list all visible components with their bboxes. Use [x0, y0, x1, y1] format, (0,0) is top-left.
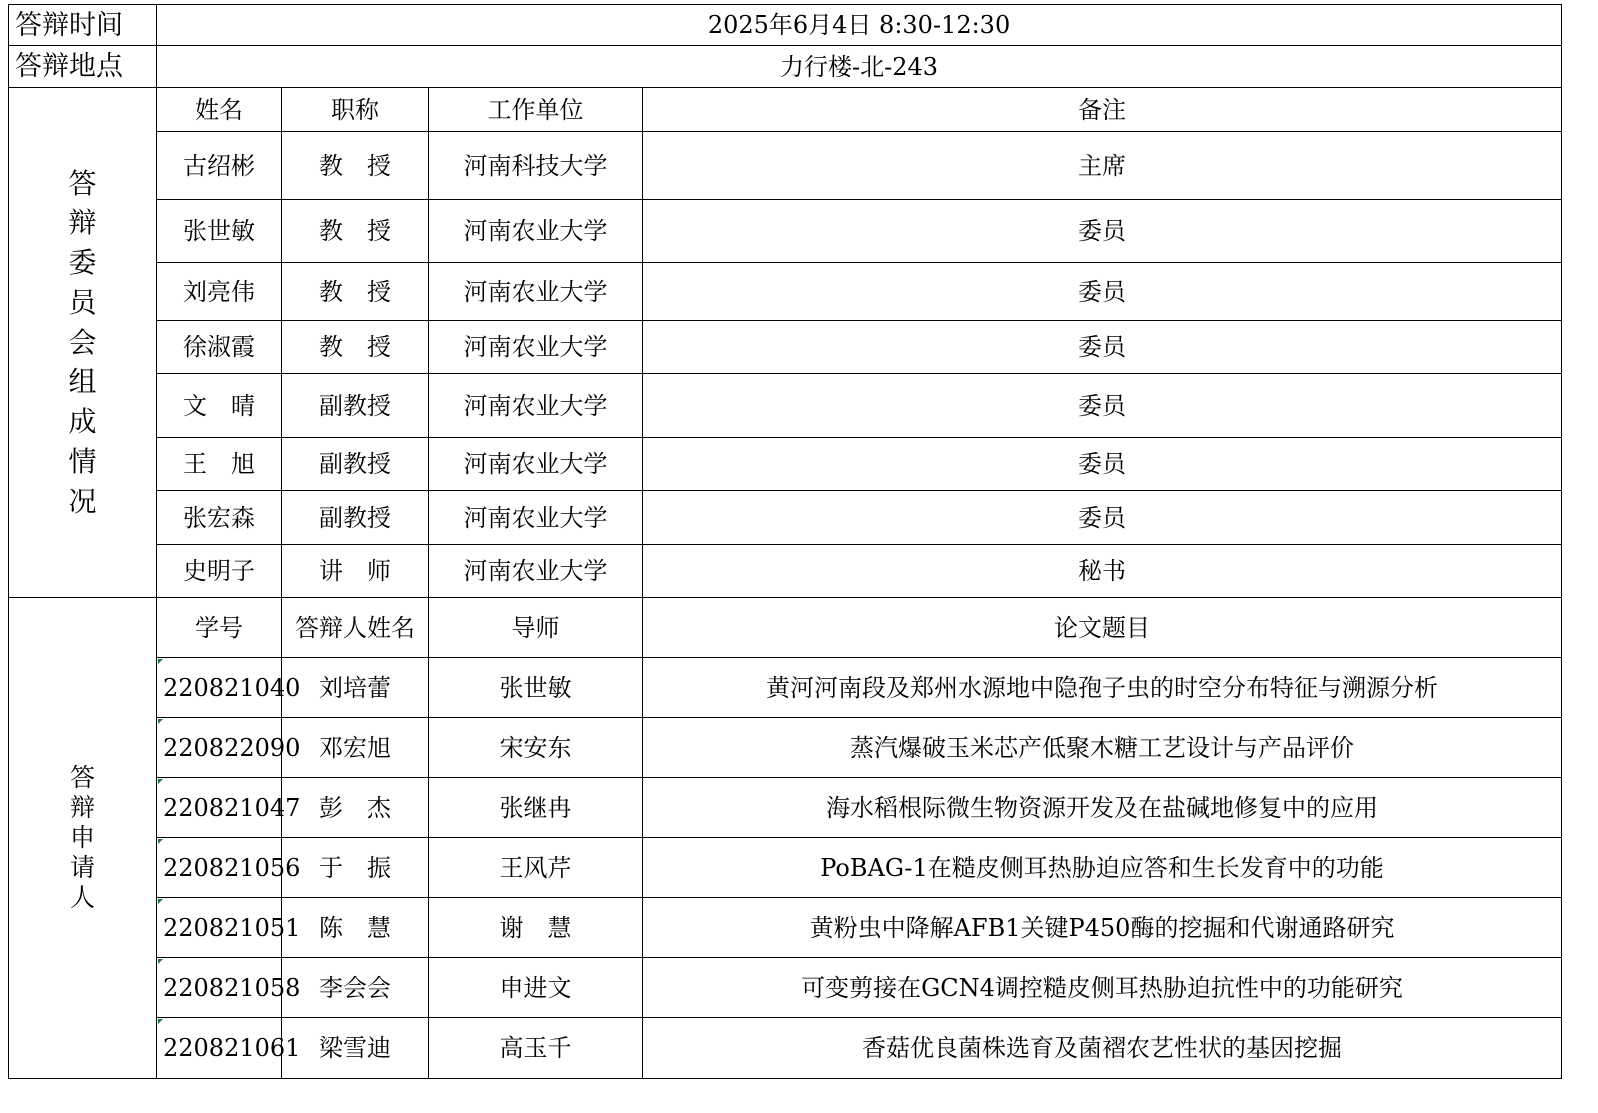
member-title: 教 授 — [282, 321, 429, 374]
applicant-advisor: 申进文 — [429, 958, 643, 1018]
applicant-id: 220821040 — [157, 658, 282, 718]
committee-row — [9, 545, 1562, 598]
member-title: 教 授 — [282, 263, 429, 321]
committee-row — [9, 374, 1562, 438]
applicant-row — [9, 718, 1562, 778]
member-note: 委员 — [643, 200, 1562, 263]
applicant-thesis: 香菇优良菌株选育及菌褶农艺性状的基因挖掘 — [643, 1018, 1562, 1079]
applicant-advisor: 宋安东 — [429, 718, 643, 778]
time-row — [9, 5, 1562, 46]
member-note: 委员 — [643, 438, 1562, 491]
member-unit: 河南农业大学 — [429, 321, 643, 374]
applicant-advisor: 谢 慧 — [429, 898, 643, 958]
applicant-row — [9, 658, 1562, 718]
applicant-thesis: 可变剪接在GCN4调控糙皮侧耳热胁迫抗性中的功能研究 — [643, 958, 1562, 1018]
applicant-name: 梁雪迪 — [282, 1018, 429, 1079]
applicants-col-name: 答辩人姓名 — [282, 598, 429, 658]
committee-section-label: 答辩委员会组成情况 — [9, 88, 157, 598]
applicant-name: 李会会 — [282, 958, 429, 1018]
applicant-advisor: 张继冉 — [429, 778, 643, 838]
applicant-row — [9, 1018, 1562, 1079]
applicant-thesis: 黄粉虫中降解AFB1关键P450酶的挖掘和代谢通路研究 — [643, 898, 1562, 958]
applicant-id: 220821051 — [157, 898, 282, 958]
applicant-id: 220821056 — [157, 838, 282, 898]
applicant-name: 于 振 — [282, 838, 429, 898]
committee-row — [9, 200, 1562, 263]
applicant-thesis: PoBAG-1在糙皮侧耳热胁迫应答和生长发育中的功能 — [643, 838, 1562, 898]
member-title: 教 授 — [282, 200, 429, 263]
applicant-row — [9, 778, 1562, 838]
committee-col-name: 姓名 — [157, 88, 282, 132]
member-note: 委员 — [643, 263, 1562, 321]
member-name: 刘亮伟 — [157, 263, 282, 321]
member-title: 讲 师 — [282, 545, 429, 598]
time-value: 2025年6月4日 8:30-12:30 — [157, 5, 1562, 46]
time-label: 答辩时间 — [9, 5, 157, 46]
place-label: 答辩地点 — [9, 46, 157, 88]
member-note: 委员 — [643, 374, 1562, 438]
applicants-col-advisor: 导师 — [429, 598, 643, 658]
applicant-advisor: 王风芹 — [429, 838, 643, 898]
committee-header-row — [9, 88, 1562, 132]
member-title: 教 授 — [282, 132, 429, 200]
member-unit: 河南农业大学 — [429, 438, 643, 491]
member-name: 史明子 — [157, 545, 282, 598]
member-name: 徐淑霞 — [157, 321, 282, 374]
member-note: 委员 — [643, 491, 1562, 545]
committee-row — [9, 321, 1562, 374]
member-name: 王 旭 — [157, 438, 282, 491]
applicant-id: 220821058 — [157, 958, 282, 1018]
applicant-name: 彭 杰 — [282, 778, 429, 838]
member-unit: 河南农业大学 — [429, 263, 643, 321]
applicant-id: 220821061 — [157, 1018, 282, 1079]
member-name: 张宏森 — [157, 491, 282, 545]
committee-col-note: 备注 — [643, 88, 1562, 132]
applicants-header-row — [9, 598, 1562, 658]
applicant-thesis: 蒸汽爆破玉米芯产低聚木糖工艺设计与产品评价 — [643, 718, 1562, 778]
applicants-col-thesis: 论文题目 — [643, 598, 1562, 658]
applicant-name: 刘培蕾 — [282, 658, 429, 718]
member-unit: 河南农业大学 — [429, 491, 643, 545]
member-title: 副教授 — [282, 491, 429, 545]
applicant-advisor: 高玉千 — [429, 1018, 643, 1079]
committee-row — [9, 263, 1562, 321]
defense-schedule-table — [8, 4, 1562, 1079]
committee-col-title: 职称 — [282, 88, 429, 132]
member-note: 主席 — [643, 132, 1562, 200]
member-name: 文 晴 — [157, 374, 282, 438]
applicant-thesis: 黄河河南段及郑州水源地中隐孢子虫的时空分布特征与溯源分析 — [643, 658, 1562, 718]
committee-col-unit: 工作单位 — [429, 88, 643, 132]
member-name: 古绍彬 — [157, 132, 282, 200]
member-unit: 河南农业大学 — [429, 374, 643, 438]
applicant-id: 220822090 — [157, 718, 282, 778]
member-unit: 河南农业大学 — [429, 545, 643, 598]
applicant-thesis: 海水稻根际微生物资源开发及在盐碱地修复中的应用 — [643, 778, 1562, 838]
member-title: 副教授 — [282, 438, 429, 491]
applicant-row — [9, 958, 1562, 1018]
applicant-advisor: 张世敏 — [429, 658, 643, 718]
committee-row — [9, 491, 1562, 545]
member-unit: 河南科技大学 — [429, 132, 643, 200]
applicants-col-id: 学号 — [157, 598, 282, 658]
place-row — [9, 46, 1562, 88]
applicant-id: 220821047 — [157, 778, 282, 838]
committee-row — [9, 132, 1562, 200]
applicant-row — [9, 898, 1562, 958]
member-title: 副教授 — [282, 374, 429, 438]
member-unit: 河南农业大学 — [429, 200, 643, 263]
applicant-row — [9, 838, 1562, 898]
member-note: 委员 — [643, 321, 1562, 374]
member-note: 秘书 — [643, 545, 1562, 598]
member-name: 张世敏 — [157, 200, 282, 263]
applicant-name: 陈 慧 — [282, 898, 429, 958]
applicants-section-label: 答辩申请人 — [9, 598, 157, 1079]
committee-row — [9, 438, 1562, 491]
place-value: 力行楼-北-243 — [157, 46, 1562, 88]
applicant-name: 邓宏旭 — [282, 718, 429, 778]
